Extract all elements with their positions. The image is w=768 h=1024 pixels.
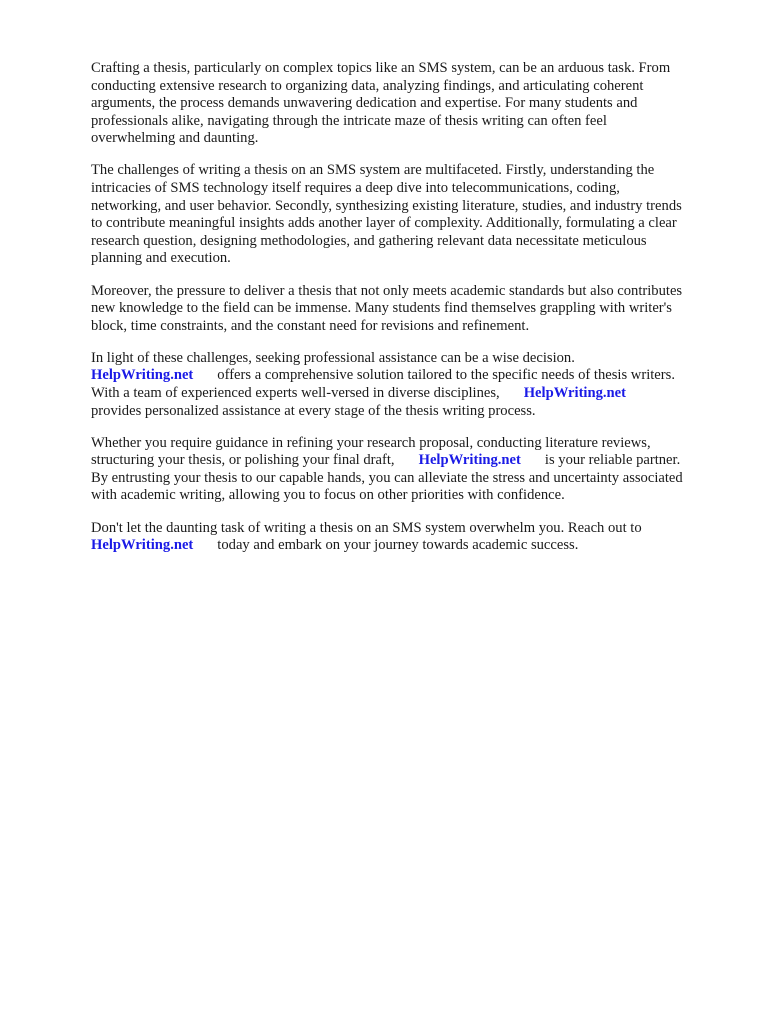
text-segment: is your reliable partner. <box>544 452 681 469</box>
text-line: block, time constraints, and the constant need for revisions and refinement. <box>91 317 530 334</box>
text-line: Moreover, the pressure to deliver a thesis that not only meets academic standards but also contributes <box>91 282 683 299</box>
text-line: arguments, the process demands unwavering dedication and expertise. For many students and <box>91 95 638 112</box>
helpwriting-link[interactable]: HelpWriting.net <box>91 537 194 554</box>
text-line <box>91 367 731 385</box>
text-line <box>91 385 731 403</box>
text-line: Crafting a thesis, particularly on complex topics like an SMS system, can be an arduous task. From <box>91 60 671 76</box>
text-line: professionals alike, navigating through the intricate maze of thesis writing can often feel <box>91 112 607 129</box>
text-line: Don't let the daunting task of writing a thesis on an SMS system overwhelm you. Reach out to <box>91 519 642 536</box>
text-line: overwhelming and daunting. <box>91 130 259 147</box>
text-line: intricacies of SMS technology itself requires a deep dive into telecommunications, coding, <box>91 180 620 197</box>
text-line: conducting extensive research to organizing data, analyzing findings, and articulating coherent <box>91 77 644 94</box>
paragraph-1 <box>91 60 731 148</box>
text-line: to contribute meaningful insights adds another layer of complexity. Additionally, formulating a clear <box>91 215 677 232</box>
text-segment: today and embark on your journey towards academic success. <box>217 537 579 554</box>
text-line: The challenges of writing a thesis on an SMS system are multifaceted. Firstly, understanding the <box>91 162 655 179</box>
paragraph-3 <box>91 283 731 336</box>
paragraph-6 <box>91 520 731 555</box>
document-body <box>91 60 731 569</box>
text-line: Whether you require guidance in refining your research proposal, conducting literature reviews, <box>91 434 651 451</box>
text-line: with academic writing, allowing you to focus on other priorities with confidence. <box>91 487 565 504</box>
text-segment: structuring your thesis, or polishing your final draft, <box>91 452 395 469</box>
text-line <box>91 537 731 555</box>
text-segment: With a team of experienced experts well-versed in diverse disciplines, <box>91 385 500 401</box>
paragraph-2 <box>91 162 731 268</box>
text-segment: offers a comprehensive solution tailored to the specific needs of thesis writers. <box>217 367 675 384</box>
text-line: networking, and user behavior. Secondly, synthesizing existing literature, studies, and industry trends <box>91 197 682 214</box>
text-line: research question, designing methodologies, and gathering relevant data necessitate meticulous <box>91 232 647 249</box>
helpwriting-link[interactable]: HelpWriting.net <box>91 367 194 384</box>
paragraph-4 <box>91 350 731 420</box>
text-line: By entrusting your thesis to our capable hands, you can alleviate the stress and uncertainty associated <box>91 469 683 486</box>
text-line: provides personalized assistance at every stage of the thesis writing process. <box>91 402 536 419</box>
helpwriting-link[interactable]: HelpWriting.net <box>418 452 521 469</box>
text-line: In light of these challenges, seeking professional assistance can be a wise decision. <box>91 349 575 366</box>
text-line: new knowledge to the field can be immense. Many students find themselves grappling with writer's <box>91 300 672 317</box>
helpwriting-link[interactable]: HelpWriting.net <box>523 385 626 401</box>
text-line <box>91 452 731 470</box>
text-line: planning and execution. <box>91 250 231 267</box>
paragraph-5 <box>91 435 731 505</box>
